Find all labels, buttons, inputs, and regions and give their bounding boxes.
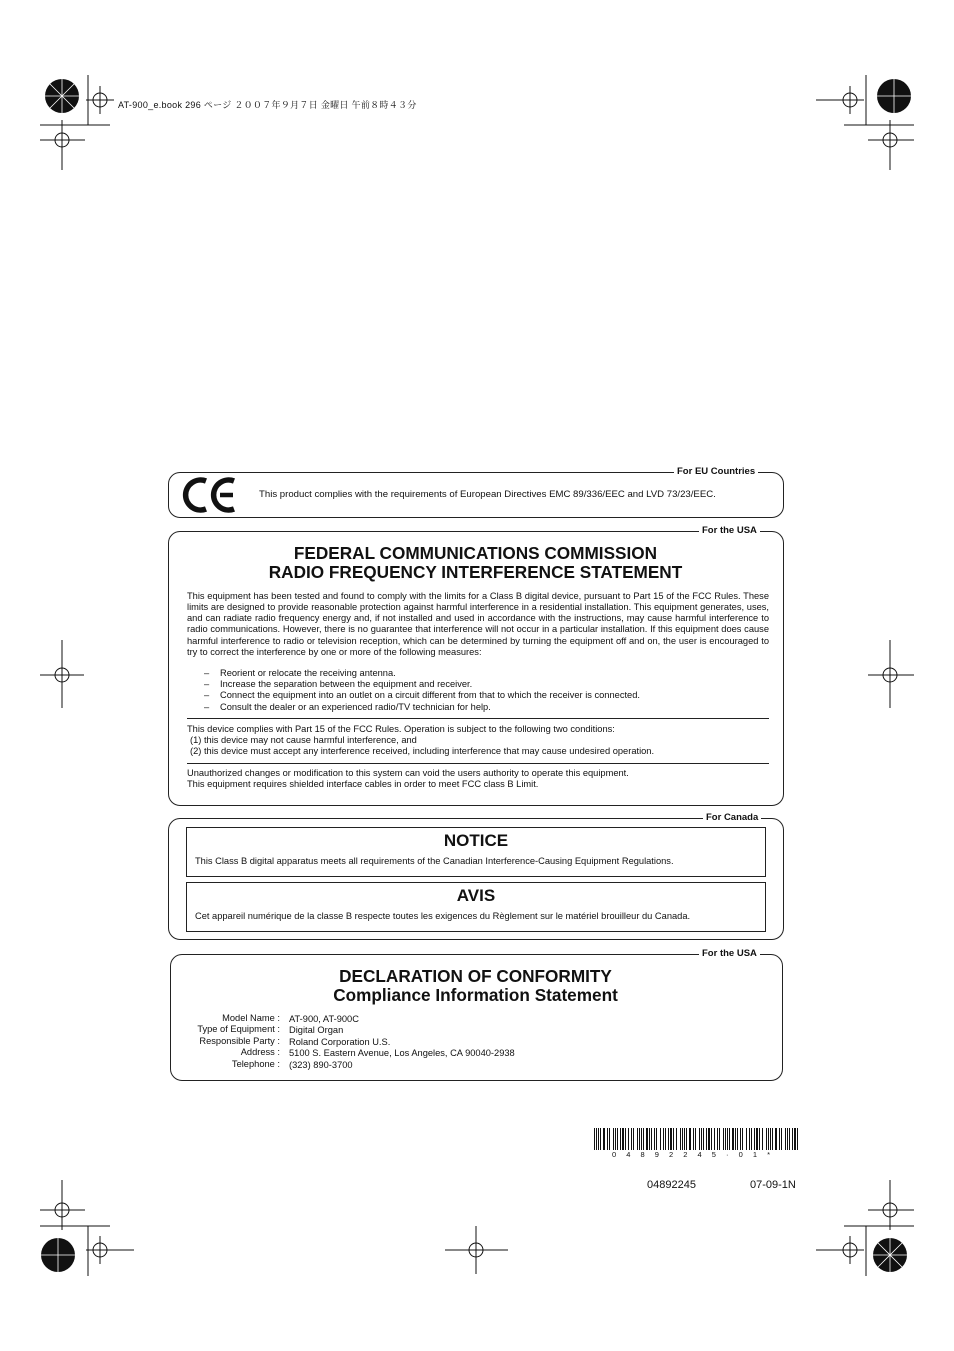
barcode-bar [607,1128,608,1150]
barcode-bar [643,1128,644,1150]
doc-field-labels [170,1013,280,1070]
barcode-bar [628,1128,629,1150]
divider [187,718,769,719]
barcode-bar [609,1128,610,1150]
barcode-bar [772,1128,773,1150]
list-item: – Increase the separation between the equipment and receiver. [204,679,473,690]
barcode-bar [740,1128,741,1150]
barcode-bar [706,1128,707,1150]
barcode-bar [665,1128,666,1150]
barcode-bar [725,1128,726,1150]
doc-field-value: (323) 890-3700 [289,1059,353,1070]
barcode-bar [775,1128,777,1150]
notice-text: This Class B digital apparatus meets all requirements of the Canadian Interference-Causing Equipment Regulations. [195,856,674,866]
barcode-bar [651,1128,652,1150]
barcode-bar [693,1128,694,1150]
print-info-header: AT-900_e.book 296 ページ ２００７年９月７日 金曜日 午前８時４３分 [118,100,417,110]
barcode-bar [633,1128,634,1150]
barcode-icon [594,1128,800,1150]
barcode-bar [756,1128,758,1150]
barcode-bar [768,1128,769,1150]
fcc-condition-2: (2) this device must accept any interference received, including interference that may cause undesired operation. [190,746,655,756]
barcode-digits: 0 4 8 9 2 2 4 5 · 0 1 * [612,1150,775,1159]
barcode-bar [594,1128,595,1150]
barcode-bar [631,1128,632,1150]
barcode-bar [759,1128,760,1150]
barcode-bar [600,1128,601,1150]
date-code: 07-09-1N [750,1179,796,1191]
barcode-bar [729,1128,730,1150]
barcode-bar [684,1128,685,1150]
tag-rule [600,531,698,532]
barcode-bar [735,1128,736,1150]
barcode-bar [703,1128,704,1150]
barcode-bar [641,1128,642,1150]
doc-field-value: AT-900, AT-900C [289,1014,359,1024]
barcode-bar [746,1128,747,1150]
fcc-note-2: This equipment requires shielded interface cables in order to meet FCC class B Limit. [187,779,539,789]
avis-title: AVIS [456,886,496,905]
barcode-bar [732,1128,734,1150]
barcode-bar [686,1128,687,1150]
barcode-bar [596,1128,597,1150]
barcode-bar [781,1128,782,1150]
notice-box [186,827,766,877]
doc-field-label: Telephone : [231,1058,280,1069]
barcode-bar [656,1128,657,1150]
barcode-bar [719,1128,720,1150]
barcode-bar [789,1128,790,1150]
tag-rule [560,818,702,819]
barcode-bar [676,1128,677,1150]
barcode-bar [797,1128,798,1150]
fcc-condition-1: (1) this device may not cause harmful interference, and [190,735,417,745]
doc-tag: For the USA [699,948,760,959]
doc-title: DECLARATION OF CONFORMITY [339,966,612,986]
barcode-bar [711,1128,712,1150]
barcode-bar [598,1128,599,1150]
list-item: – Reorient or relocate the receiving antenna. [204,668,396,678]
barcode-bar [779,1128,780,1150]
barcode-bar [646,1128,648,1150]
barcode-bar [660,1128,661,1150]
doc-field-value: 5100 S. Eastern Avenue, Los Angeles, CA 90040-2938 [289,1048,515,1059]
barcode-bar [639,1128,640,1150]
barcode-bar [749,1128,750,1150]
barcode-bar [723,1128,724,1150]
barcode-bar [622,1128,624,1150]
barcode-bar [751,1128,752,1150]
barcode-bar [770,1128,771,1150]
fcc-title-line1: FEDERAL COMMUNICATIONS COMMISSION [293,543,658,563]
barcode-bar [682,1128,683,1150]
fcc-note-1: Unauthorized changes or modification to this system can void the users authority to operate this equipment. [187,768,629,778]
fcc-measures-list [204,668,640,713]
list-item: – Consult the dealer or an experienced radio/TV technician for help. [204,701,491,712]
barcode-bar [794,1128,796,1150]
fcc-tag: For the USA [699,525,760,536]
barcode-bar [787,1128,788,1150]
doc-field-value: Roland Corporation U.S. [289,1036,391,1047]
fcc-conditions-intro: This device complies with Part 15 of the FCC Rules. Operation is subject to the following two conditions: [187,724,615,734]
barcode-bar [615,1128,616,1150]
barcode-bar [708,1128,710,1150]
barcode-bar [625,1128,626,1150]
barcode-bar [673,1128,674,1150]
barcode-bar [695,1128,696,1150]
canada-tag: For Canada [703,812,761,823]
divider [187,763,769,764]
fcc-paragraph: This equipment has been tested and found to comply with the limits for a Class B digital device, pursuant to Part 15 of the FCC Rules. These limits are designed to provide reasonable protection against harmful interference in a residential installation. This equipment generates, uses, and can radiate radio frequency energy and, if not installed and used in accordance with the instructions, may cause harmful interference to radio communications. However, there is no guarantee that interference will not occur in a particular installation. If this equipment does cause harmful interference to radio or television reception, which can be determined by turning the equipment off and on, the user is encouraged to try to correct the interference by one or more of the following measures: [187,591,769,657]
doc-field-values [289,1014,515,1071]
doc-field-label: Address : [240,1047,280,1058]
barcode-bar [737,1128,738,1150]
list-item: – Connect the equipment into an outlet on a circuit different from that to which the receiver is connected. [204,690,640,701]
barcode-bar [603,1128,605,1150]
notice-title: NOTICE [443,831,509,850]
tag-rule [560,954,698,955]
barcode-bar [613,1128,614,1150]
barcode-bar [620,1128,621,1150]
barcode-bar [699,1128,700,1150]
doc-field-label: Model Name : [222,1013,280,1023]
eu-tag: For EU Countries [674,466,758,477]
barcode-bar [617,1128,618,1150]
ce-mark-icon [182,476,242,516]
barcode-bar [762,1128,763,1150]
barcode-bar [663,1128,664,1150]
avis-box [186,882,766,932]
avis-text: Cet appareil numérique de la classe B respecte toutes les exigences du Règlement sur le matériel brouilleur du Canada. [195,911,691,921]
barcode-bar [668,1128,669,1150]
tag-rule [500,472,674,473]
barcode-bar [680,1128,681,1150]
barcode-bar [701,1128,702,1150]
barcode-bar [766,1128,767,1150]
barcode-bar [654,1128,655,1150]
fcc-title-line2: RADIO FREQUENCY INTERFERENCE STATEMENT [268,562,683,582]
doc-field-value: Digital Organ [289,1025,344,1036]
barcode-bar [689,1128,691,1150]
barcode-bar [742,1128,743,1150]
eu-compliance-text: This product complies with the requirements of European Directives EMC 89/336/EEC and LVD 73/23/EEC. [259,489,716,500]
barcode-bar [670,1128,672,1150]
doc-subtitle: Compliance Information Statement [333,985,618,1005]
barcode-bar [637,1128,638,1150]
part-number: 04892245 [647,1179,696,1191]
barcode-bar [714,1128,715,1150]
barcode-bar [785,1128,786,1150]
barcode-bar [717,1128,718,1150]
barcode-bar [754,1128,755,1150]
doc-field-label: Responsible Party : [199,1035,280,1046]
doc-field-label: Type of Equipment : [197,1024,280,1035]
barcode-bar [649,1128,650,1150]
barcode-bar [727,1128,728,1150]
barcode-bar [792,1128,793,1150]
